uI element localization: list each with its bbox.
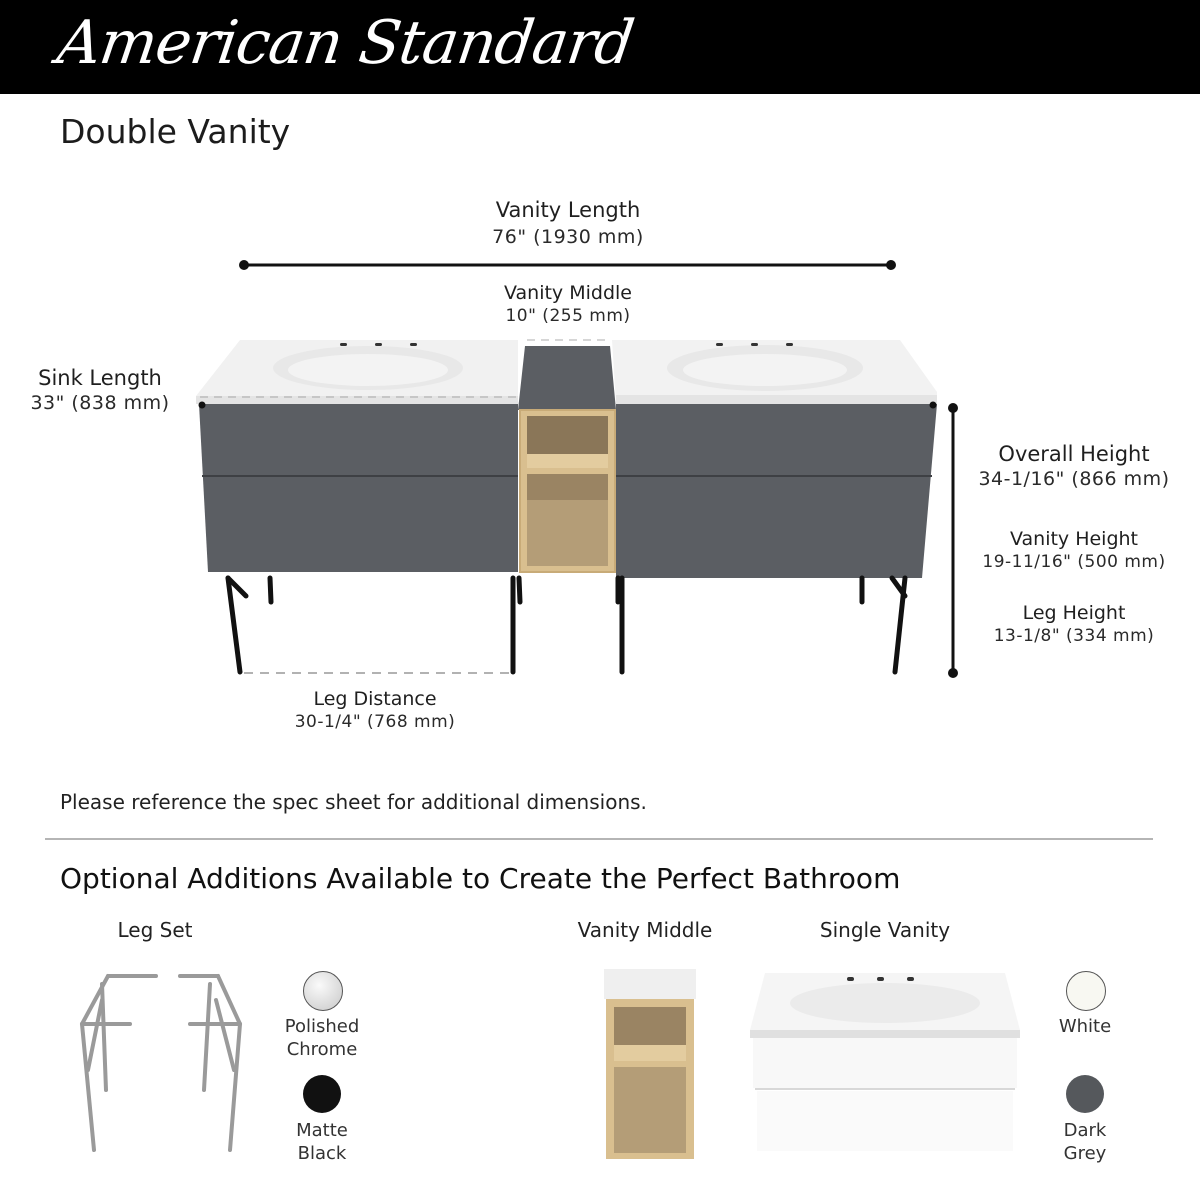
brand-logo: American Standard <box>53 8 638 78</box>
polished-chrome-label-line2: Chrome <box>286 1039 358 1060</box>
white-finish-label <box>1025 1015 1145 1038</box>
vanity-height-value: 19-11/16" (500 mm) <box>982 552 1166 572</box>
matte-black-swatch[interactable] <box>303 1075 341 1113</box>
section-divider <box>45 838 1153 840</box>
overall-height-value: 34-1/16" (866 mm) <box>978 468 1170 490</box>
vanity-middle-caption: Vanity Middle <box>577 918 713 942</box>
vanity-length-dimension-line <box>239 260 896 270</box>
vanity-height-title: Vanity Height <box>1009 528 1139 550</box>
single-vanity-caption: Single Vanity <box>819 918 951 942</box>
page-title: Double Vanity <box>60 112 291 151</box>
vanity-middle-value: 10" (255 mm) <box>505 306 631 326</box>
leg-set-illustration <box>70 960 260 1170</box>
polished-chrome-label <box>262 1015 382 1061</box>
matte-black-label <box>262 1119 382 1165</box>
white-finish-swatch[interactable] <box>1066 971 1106 1011</box>
leg-distance-title: Leg Distance <box>313 688 437 710</box>
leg-height-value: 13-1/8" (334 mm) <box>993 626 1155 646</box>
dark-grey-finish-label <box>1025 1119 1145 1165</box>
overall-height-dimension-line <box>948 403 958 678</box>
single-vanity-illustration <box>745 965 1025 1165</box>
dark-grey-finish-swatch[interactable] <box>1066 1075 1104 1113</box>
leg-height-title: Leg Height <box>1022 602 1126 624</box>
spec-sheet-note: Please reference the spec sheet for additional dimensions. <box>60 790 647 814</box>
matte-black-label-line2: Black <box>297 1143 347 1164</box>
vanity-middle-illustration <box>600 965 700 1165</box>
leg-distance-value: 30-1/4" (768 mm) <box>294 712 456 732</box>
optional-additions-title: Optional Additions Available to Create the Perfect Bathroom <box>60 862 901 895</box>
white-finish-label-line1: White <box>1058 1016 1112 1037</box>
vanity-length-value: 76" (1930 mm) <box>492 226 644 248</box>
matte-black-label-line1: Matte <box>296 1120 348 1141</box>
leg-set-caption: Leg Set <box>117 918 193 942</box>
dark-grey-label-line2: Grey <box>1063 1143 1107 1164</box>
polished-chrome-label-line1: Polished <box>284 1016 360 1037</box>
dark-grey-label-line1: Dark <box>1063 1120 1107 1141</box>
sink-length-title: Sink Length <box>38 366 162 390</box>
vanity-middle-title: Vanity Middle <box>504 282 632 304</box>
overall-height-title: Overall Height <box>998 442 1150 466</box>
vanity-length-title: Vanity Length <box>495 198 641 222</box>
polished-chrome-swatch[interactable] <box>303 971 343 1011</box>
sink-length-value: 33" (838 mm) <box>30 392 170 414</box>
